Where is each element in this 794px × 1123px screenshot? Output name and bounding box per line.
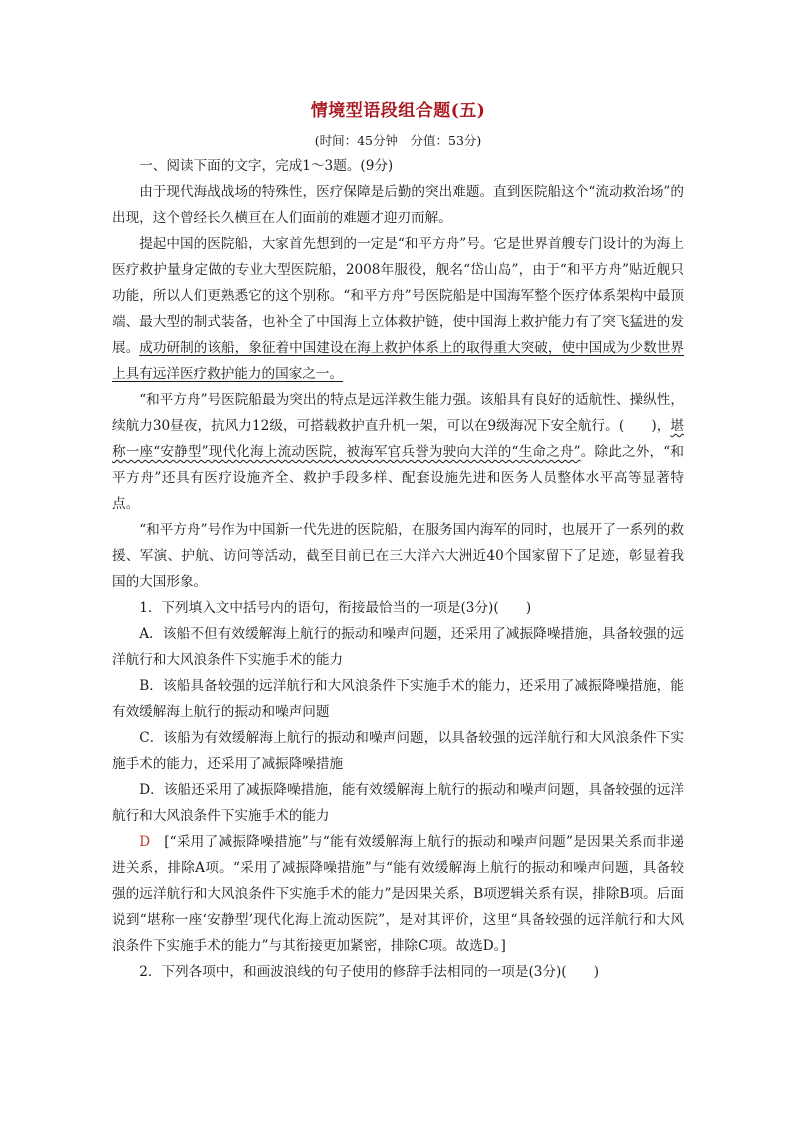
wavy-underlined-sentence: 堪称一座“安静型”现代化海上流动医院，被海军官兵誉为驶向大洋的“生命之舟” — [112, 418, 684, 460]
question-2: 2．下列各项中，和画波浪线的句子使用的修辞手法相同的一项是(3分)( ) — [139, 964, 600, 980]
passage-paragraph-2 — [112, 231, 684, 387]
q1-option-c: C．该船为有效缓解海上航行的振动和噪声问题，以具备较强的远洋航行和大风浪条件下实施手术的能力，还采用了减振降噪措施 — [112, 730, 684, 772]
q1-option-a: A．该船不但有效缓解海上航行的振动和噪声问题，还采用了减振降噪措施，具备较强的远洋航行和大风浪条件下实施手术的能力 — [112, 626, 684, 668]
passage-paragraph-3 — [112, 387, 684, 517]
answer-letter: D — [139, 834, 151, 850]
document-title: 情境型语段组合题(五) — [310, 101, 486, 121]
document-page — [112, 96, 684, 985]
paragraph-3-text-a: “和平方舟”号医院船最为突出的特点是远洋救生能力强。该船具有良好的适航性、操纵性，续航力30昼夜，抗风力12级，可搭载救护直升机一架，可以在9级海况下安全航行。( )， — [112, 392, 684, 434]
time-score-info: (时间：45分钟 分值：53分) — [314, 133, 482, 148]
passage-paragraph-1: 由于现代海战战场的特殊性，医疗保障是后勤的突出难题。直到医院船这个“流动救治场”的出现，这个曾经长久横亘在人们面前的难题才迎刃而解。 — [112, 184, 684, 226]
q1-answer — [112, 829, 684, 959]
q1-option-d: D．该船还采用了减振降噪措施，能有效缓解海上航行的振动和噪声问题，具备较强的远洋航行和大风浪条件下实施手术的能力 — [112, 782, 684, 824]
q1-option-b: B．该船具备较强的远洋航行和大风浪条件下实施手术的能力，还采用了减振降噪措施，能有效缓解海上航行的振动和噪声问题 — [112, 678, 684, 720]
question-1: 1．下列填入文中括号内的语句，衔接最恰当的一项是(3分)( ) — [139, 600, 532, 616]
section-heading: 一、阅读下面的文字，完成1～3题。(9分) — [139, 158, 394, 174]
paragraph-2-text: 提起中国的医院船，大家首先想到的一定是“和平方舟”号。它是世界首艘专门设计的为海上医疗救护量身定做的专业大型医院船，2008年服役，舰名“岱山岛”，由于“和平方舟”贴近舰只功能，所以人们更熟悉它的这个别称。“和平方舟”号医院船是中国海军整个医疗体系架构中最顶端、最大型的制式装备，也补全了中国海上立体救护链，使中国海上救护能力有了突飞猛进的发展。 — [112, 236, 684, 356]
underlined-sentence: 成功研制的该船，象征着中国建设在海上救护体系上的取得重大突破，使中国成为少数世界上具有远洋医疗救护能力的国家之一。 — [112, 340, 685, 382]
answer-explanation: [“采用了减振降噪措施”与“能有效缓解海上航行的振动和噪声问题”是因果关系而非递进关系，排除A项。“采用了减振降噪措施”与“能有效缓解海上航行的振动和噪声问题，具备较强的远洋航行和大风浪条件下实施手术的能力”是因果关系，B项逻辑关系有误，排除B项。后面说到“堪称一座‘安静型’现代化海上流动医院”，是对其评价，这里“具备较强的远洋航行和大风浪条件下实施手术的能力”与其衔接更加紧密，排除C项。故选D。] — [112, 834, 684, 954]
passage-paragraph-4: “和平方舟”号作为中国新一代先进的医院船，在服务国内海军的同时，也展开了一系列的救援、军演、护航、访问等活动，截至目前已在三大洋六大洲近40个国家留下了足迹，彰显着我国的大国形象。 — [112, 522, 684, 590]
paragraph-3-text-b: 。除此之外，“和平方舟”还具有医疗设施齐全、救护手段多样、配套设施先进和医务人员整体水平高等显著特点。 — [112, 444, 685, 512]
